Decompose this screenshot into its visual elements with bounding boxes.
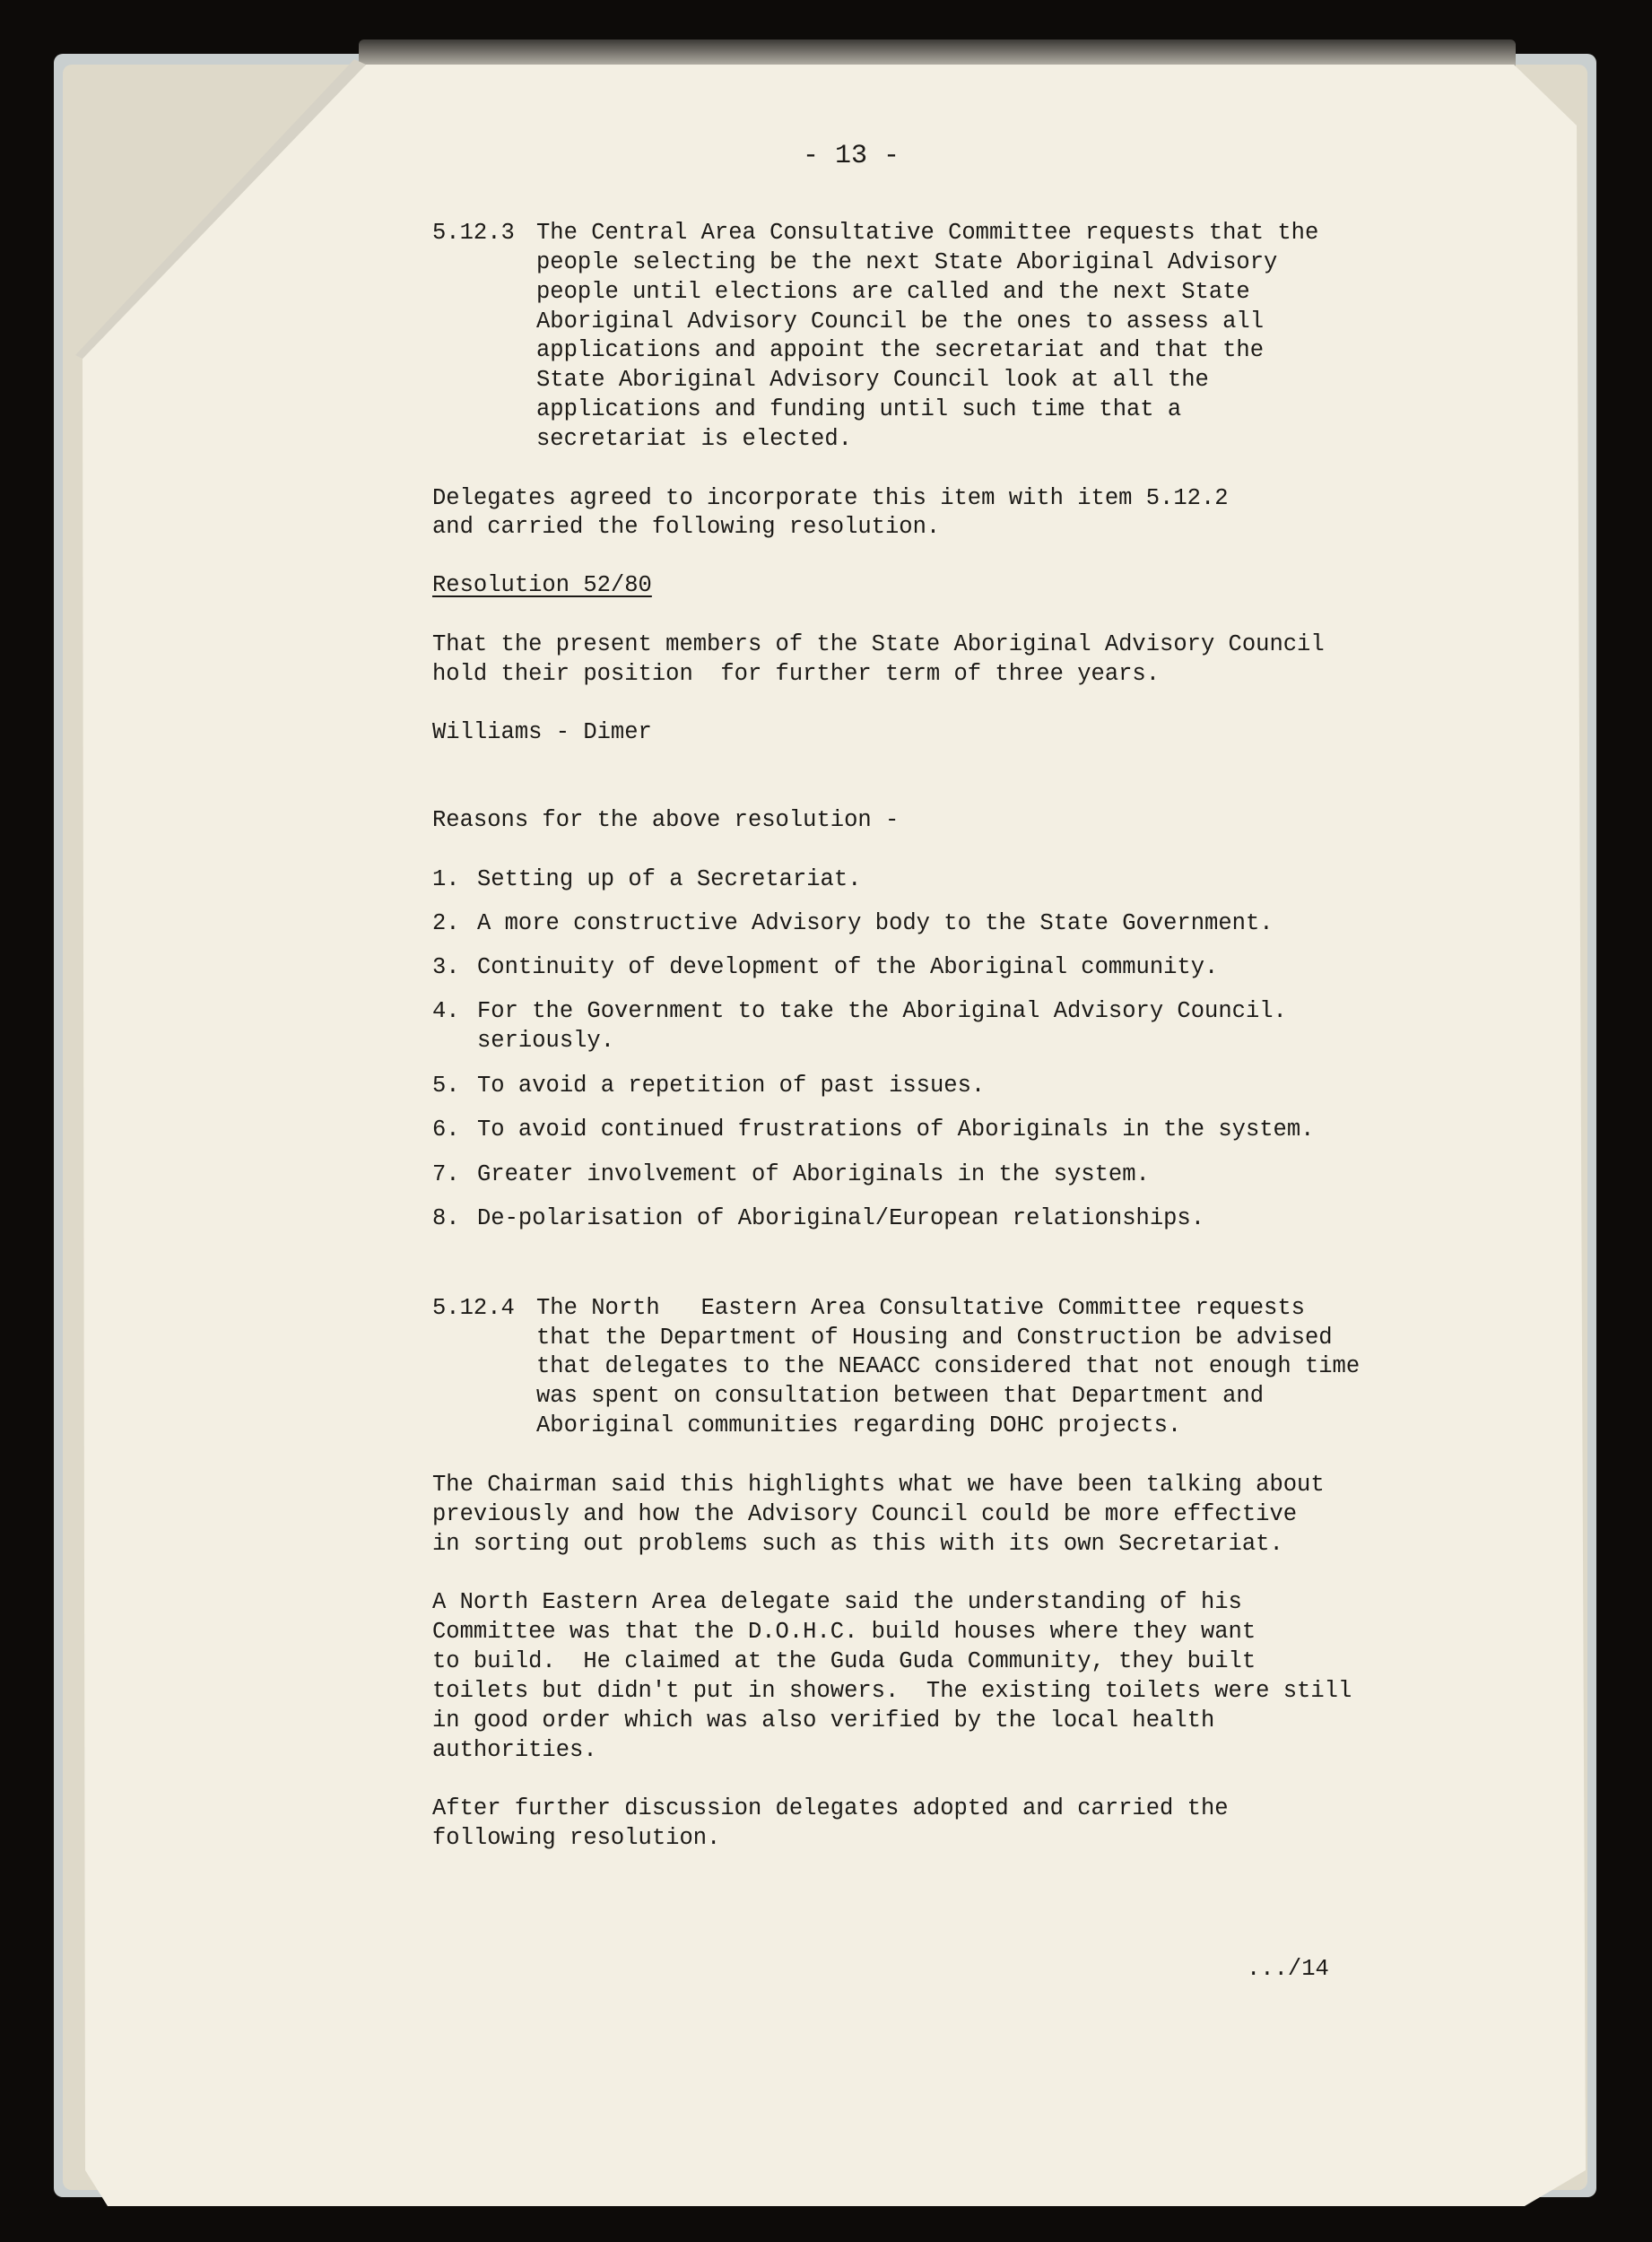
resolution-line: hold their position for further term of three years. — [432, 661, 1161, 687]
resolution-line: That the present members of the State Aboriginal Advisory Council — [432, 631, 1325, 657]
reason-number: 7. — [432, 1161, 460, 1187]
paragraph-line: following resolution. — [432, 1825, 721, 1851]
paragraph-line: in sorting out problems such as this with its own Secretariat. — [432, 1531, 1283, 1557]
reason-text: A more constructive Advisory body to the State Government. — [477, 910, 1274, 936]
paragraph-line: authorities. — [432, 1737, 597, 1763]
item-5-12-4-line: that the Department of Housing and Construction be advised — [536, 1325, 1333, 1351]
paragraph-line: After further discussion delegates adopted and carried the — [432, 1795, 1229, 1821]
paragraph-line: in good order which was also verified by the local health — [432, 1708, 1215, 1734]
reason-text: Greater involvement of Aboriginals in the system. — [477, 1161, 1150, 1187]
paragraph-line: Committee was that the D.O.H.C. build houses where they want — [432, 1619, 1256, 1645]
reason-number: 3. — [432, 954, 460, 980]
paragraph-line: previously and how the Advisory Council could be more effective — [432, 1501, 1298, 1527]
reason-number: 6. — [432, 1117, 460, 1143]
reason-text: De-polarisation of Aboriginal/European relationships. — [477, 1205, 1205, 1231]
item-number-5-12-4: 5.12.4 — [432, 1295, 515, 1321]
reason-text: Setting up of a Secretariat. — [477, 866, 862, 892]
paragraph-line: toilets but didn't put in showers. The existing toilets were still — [432, 1678, 1352, 1704]
reason-text: To avoid a repetition of past issues. — [477, 1073, 986, 1099]
reason-text: To avoid continued frustrations of Aboriginals in the system. — [477, 1117, 1315, 1143]
resolution-heading: Resolution 52/80 — [432, 572, 652, 598]
item-5-12-3-line: secretariat is elected. — [536, 426, 852, 452]
paragraph-line: Delegates agreed to incorporate this item with item 5.12.2 — [432, 485, 1229, 511]
item-5-12-4-line: was spent on consultation between that Department and — [536, 1383, 1265, 1409]
item-5-12-3-line: people selecting be the next State Aboriginal Advisory — [536, 249, 1278, 275]
item-5-12-3-line: The Central Area Consultative Committee requests that the — [536, 220, 1319, 246]
paragraph-line: to build. He claimed at the Guda Guda Community, they built — [432, 1648, 1256, 1674]
reason-number: 1. — [432, 866, 460, 892]
reason-number: 4. — [432, 998, 460, 1024]
mover-seconder: Williams - Dimer — [432, 719, 652, 745]
item-5-12-4-line: The North Eastern Area Consultative Committee requests — [536, 1295, 1305, 1321]
item-number-5-12-3: 5.12.3 — [432, 220, 515, 246]
item-5-12-4-line: that delegates to the NEAACC considered that not enough time — [536, 1353, 1361, 1379]
reason-number: 2. — [432, 910, 460, 936]
item-5-12-3-line: applications and funding until such time that a — [536, 396, 1182, 422]
item-5-12-3-line: applications and appoint the secretariat and that the — [536, 337, 1265, 363]
paragraph-line: The Chairman said this highlights what we have been talking about — [432, 1472, 1325, 1498]
paragraph-line: and carried the following resolution. — [432, 514, 941, 540]
reason-text: For the Government to take the Aboriginal Advisory Council. — [477, 998, 1287, 1024]
item-5-12-4-line: Aboriginal communities regarding DOHC projects. — [536, 1412, 1182, 1438]
reasons-heading: Reasons for the above resolution - — [432, 807, 900, 833]
item-5-12-3-line: Aboriginal Advisory Council be the ones to assess all — [536, 308, 1265, 335]
reason-text: Continuity of development of the Aboriginal community. — [477, 954, 1219, 980]
item-5-12-3-line: State Aboriginal Advisory Council look at all the — [536, 367, 1209, 393]
reason-number: 8. — [432, 1205, 460, 1231]
continuation-marker: .../14 — [1247, 1956, 1329, 1982]
reason-text: seriously. — [477, 1028, 615, 1054]
paragraph-line: A North Eastern Area delegate said the understanding of his — [432, 1589, 1242, 1615]
reason-number: 5. — [432, 1073, 460, 1099]
item-5-12-3-line: people until elections are called and the next State — [536, 279, 1250, 305]
page-number: - 13 - — [803, 141, 900, 171]
